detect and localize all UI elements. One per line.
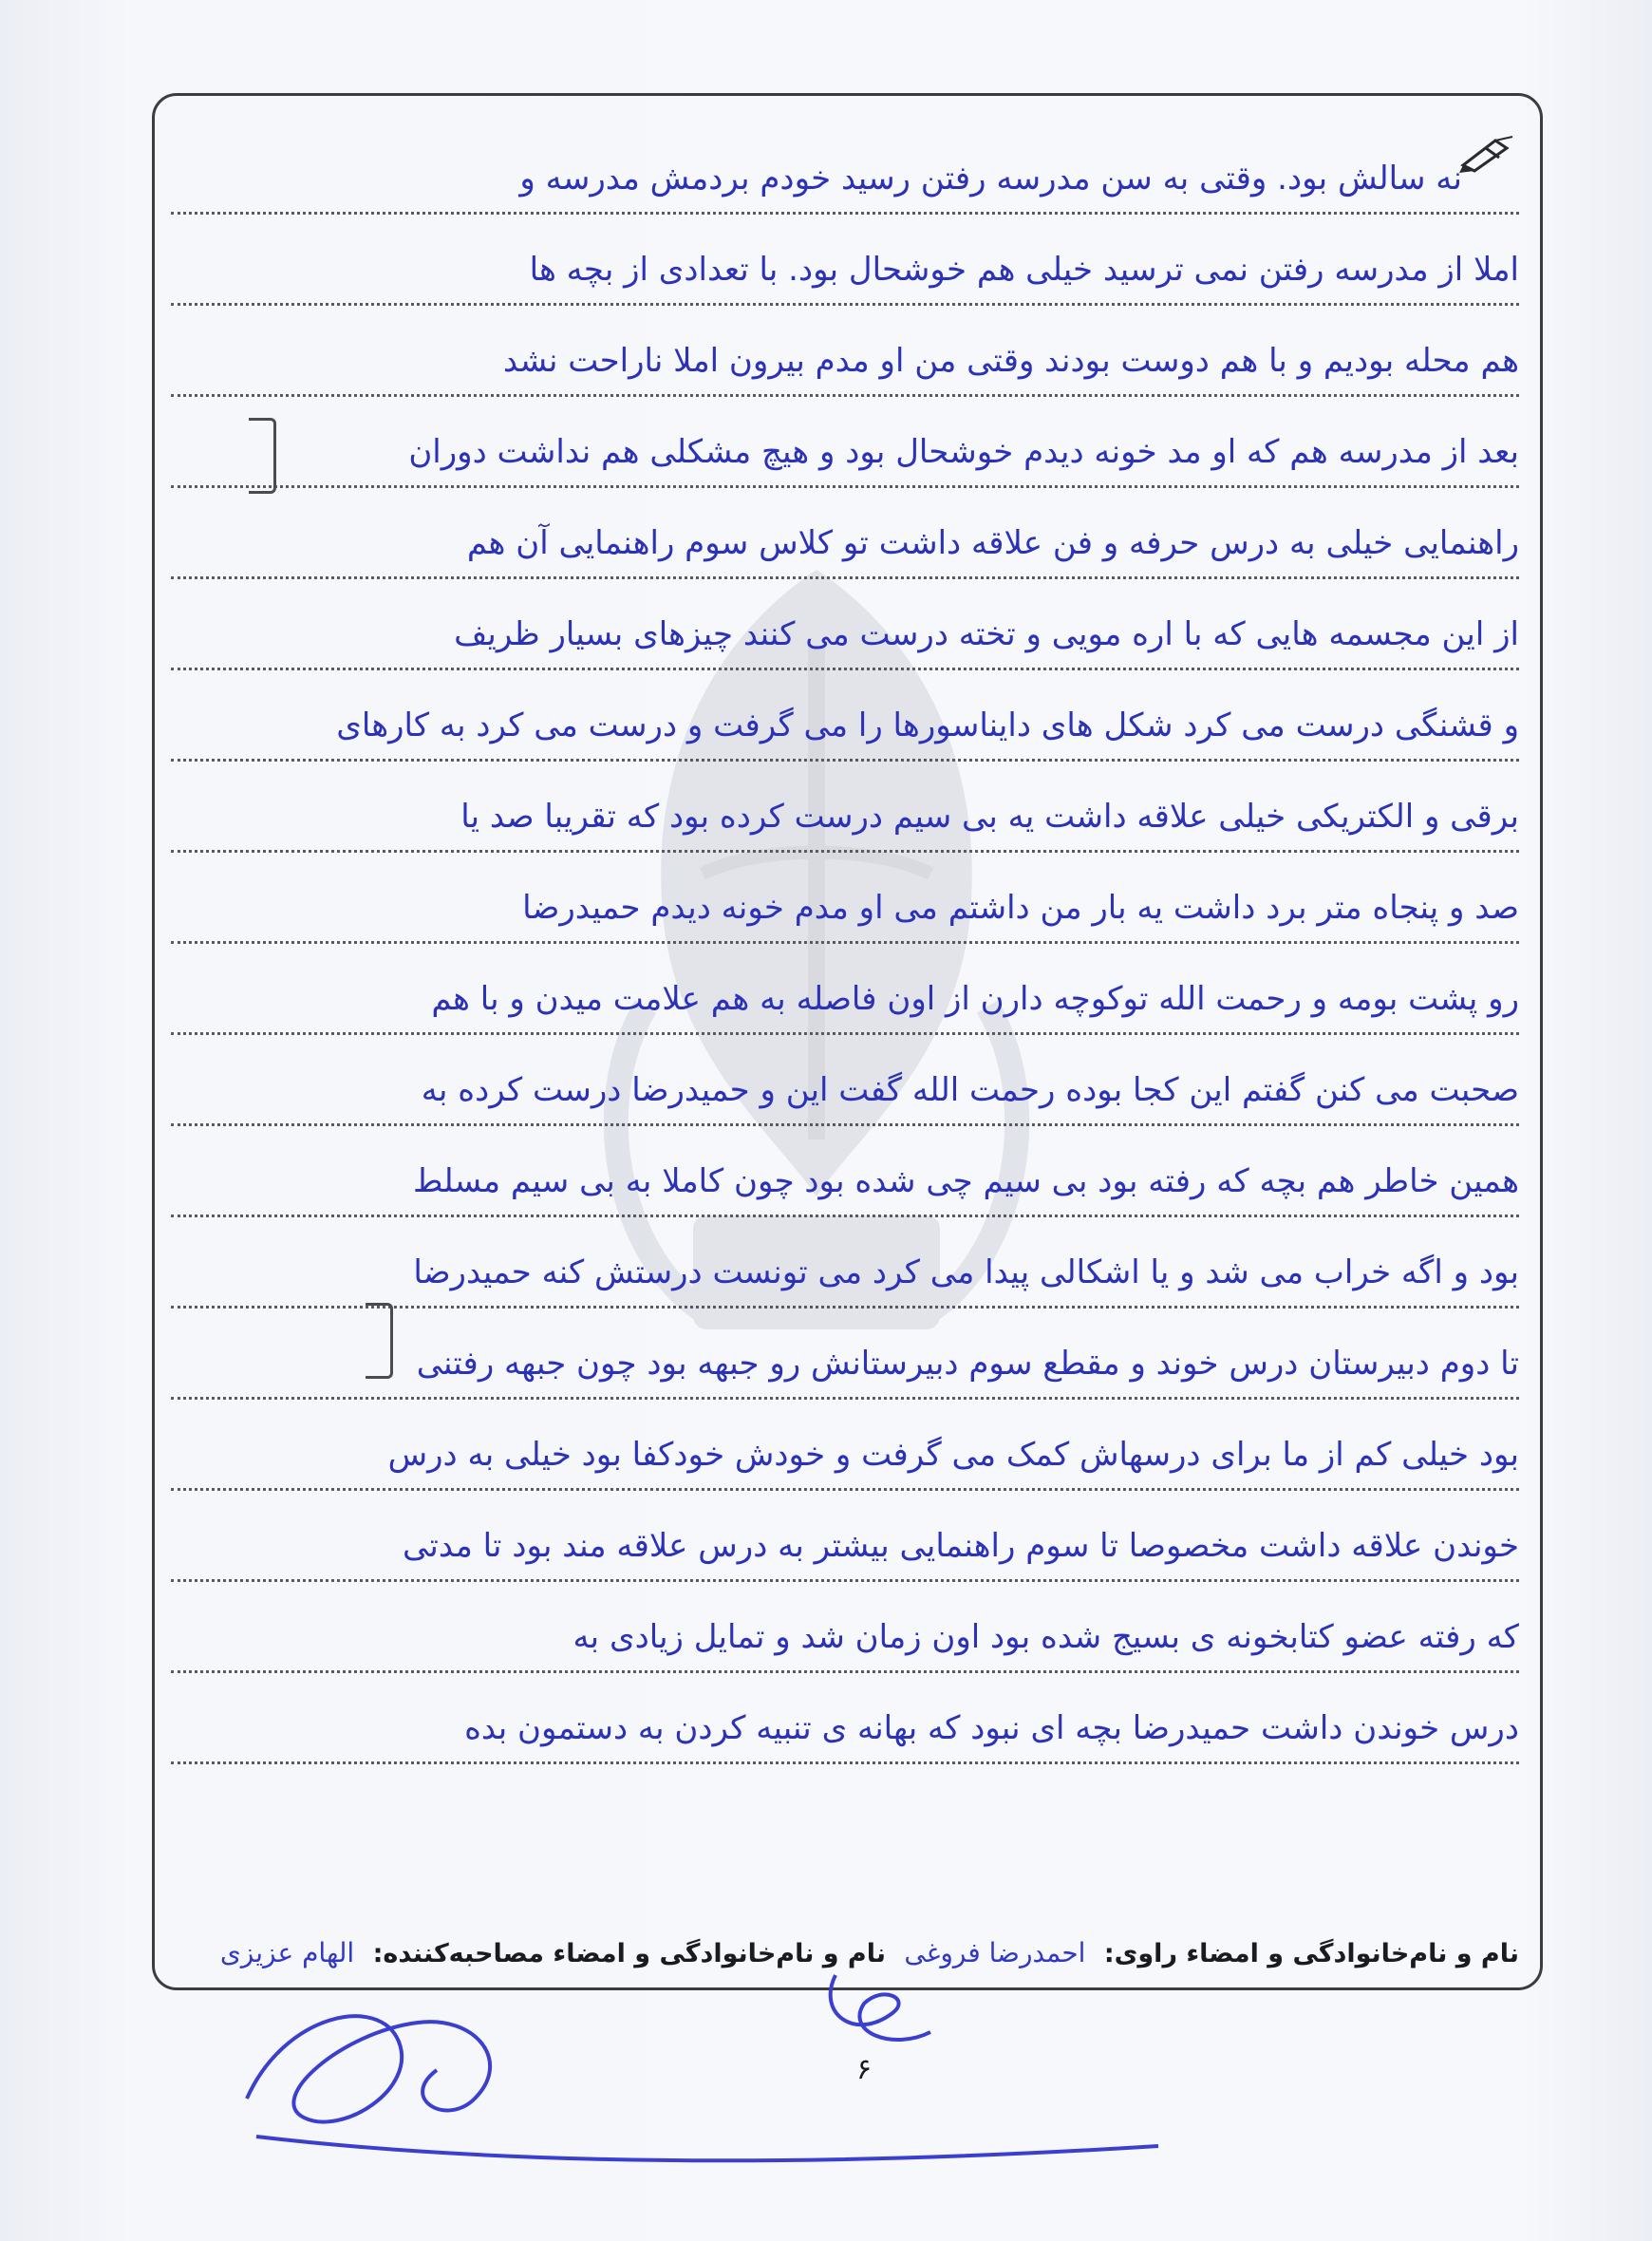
margin-bracket	[249, 418, 276, 494]
interviewer-label: نام و نام‌خانوادگی و امضاء مصاحبه‌کننده:	[372, 1939, 886, 1968]
text-line: رو پشت بومه و رحمت الله توکوچه دارن از اون فاصله به هم علامت میدن و با هم	[171, 944, 1519, 1035]
interviewer-name: الهام عزیزی	[219, 1937, 355, 1968]
text-line: املا از مدرسه رفتن نمی ترسید خیلی هم خوشحال بود. با تعدادی از بچه ها	[171, 215, 1519, 306]
text-line: بود خیلی کم از ما برای درسهاش کمک می گرفت و خودش خودکفا بود خیلی به درس	[171, 1400, 1519, 1491]
narrator-name: احمدرضا فروغی	[904, 1937, 1086, 1968]
text-line: صحبت می کنن گفتم این کجا بوده رحمت الله گفت این و حمیدرضا درست کرده به	[171, 1035, 1519, 1126]
text-line: نه سالش بود. وقتی به سن مدرسه رفتن رسید خودم بردمش مدرسه و	[171, 123, 1519, 215]
margin-bracket	[366, 1303, 393, 1379]
text-line: صد و پنجاه متر برد داشت یه بار من داشتم می او مدم خونه دیدم حمیدرضا	[171, 853, 1519, 944]
text-line: هم محله بودیم و با هم دوست بودند وقتی من او مدم بیرون املا ناراحت نشد	[171, 306, 1519, 397]
text-line: بعد از مدرسه هم که او مد خونه دیدم خوشحال بود و هیچ مشکلی هم نداشت دوران	[171, 397, 1519, 488]
handwritten-lines	[171, 123, 1519, 1928]
text-line: خوندن علاقه داشت مخصوصا تا سوم راهنمایی بیشتر به درس علاقه مند بود تا مدتی	[171, 1491, 1519, 1582]
text-line: راهنمایی خیلی به درس حرفه و فن علاقه داشت تو کلاس سوم راهنمایی آن هم	[171, 488, 1519, 579]
text-line: تا دوم دبیرستان درس خوند و مقطع سوم دبیرستانش رو جبهه بود چون جبهه رفتنی	[171, 1309, 1519, 1400]
text-line: از این مجسمه هایی که با اره مویی و تخته درست می کنند چیزهای بسیار ظریف	[171, 579, 1519, 670]
text-line: همین خاطر هم بچه که رفته بود بی سیم چی شده بود چون کاملا به بی سیم مسلط	[171, 1126, 1519, 1217]
text-line: که رفته عضو کتابخونه ی بسیج شده بود اون زمان شد و تمایل زیادی به	[171, 1582, 1519, 1673]
page-number: ۶	[855, 2053, 873, 2086]
narrator-label: نام و نام‌خانوادگی و امضاء راوی:	[1103, 1939, 1519, 1968]
text-line: بود و اگه خراب می شد و یا اشکالی پیدا می کرد می تونست درستش کنه حمیدرضا	[171, 1217, 1519, 1309]
text-line: برقی و الکتریکی خیلی علاقه داشت یه بی سیم درست کرده بود که تقریبا صد یا	[171, 762, 1519, 853]
text-line: و قشنگی درست می کرد شکل های دایناسورها را می گرفت و درست می کرد به کارهای	[171, 670, 1519, 762]
text-line: درس خوندن داشت حمیدرضا بچه ای نبود که بهانه ی تنبیه کردن به دستمون بده	[171, 1673, 1519, 1764]
signature-scribbles	[228, 1956, 1177, 2203]
